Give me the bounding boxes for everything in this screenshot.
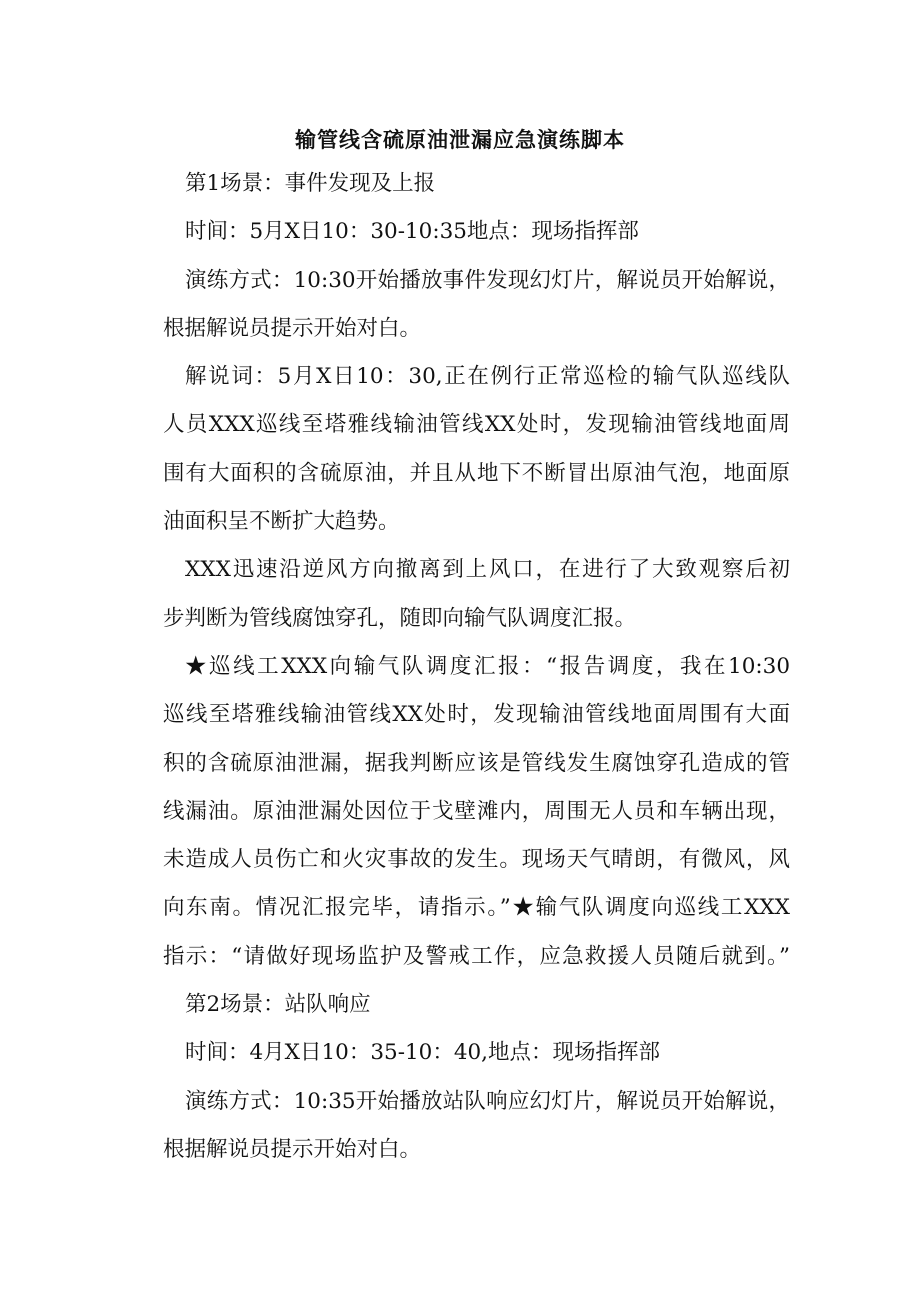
text-line: 根据解说员提示开始对白。 — [163, 1136, 422, 1162]
text-line: ★巡线工XXX向输气队调度汇报：“报告调度，我在10:30 — [185, 653, 790, 679]
document-title: 输管线含硫原油泄漏应急演练脚本 — [295, 128, 625, 152]
text-line: 演练方式：10:35开始播放站队响应幻灯片，解说员开始解说， — [185, 1088, 790, 1114]
text-line: 围有大面积的含硫原油，并且从地下不断冒出原油气泡，地面原 — [163, 460, 790, 486]
text-line: 演练方式：10:30开始播放事件发现幻灯片，解说员开始解说， — [185, 267, 790, 293]
text-line: XXX迅速沿逆风方向撤离到上风口，在进行了大致观察后初 — [185, 557, 790, 583]
text-line: 根据解说员提示开始对白。 — [163, 315, 422, 341]
text-line: 线漏油。原油泄漏处因位于戈壁滩内，周围无人员和车辆出现， — [163, 798, 790, 824]
text-line: 油面积呈不断扩大趋势。 — [163, 509, 400, 535]
text-line: 解说词：5月X日10：30,正在例行正常巡检的输气队巡线队 — [185, 364, 790, 390]
text-line: 时间：4月X日10：35-10：40,地点：现场指挥部 — [185, 1040, 661, 1066]
text-line: 指示：“请做好现场监护及警戒工作，应急救援人员随后就到。” — [163, 943, 790, 969]
text-line: 积的含硫原油泄漏，据我判断应该是管线发生腐蚀穿孔造成的管 — [163, 750, 790, 776]
text-line: 步判断为管线腐蚀穿孔，随即向输气队调度汇报。 — [163, 605, 637, 631]
text-line: 第1场景：事件发现及上报 — [185, 171, 436, 196]
text-line: 第2场景：站队响应 — [185, 992, 371, 1018]
text-line: 人员XXX巡线至塔雅线输油管线XX处时，发现输油管线地面周 — [163, 412, 790, 438]
text-line: 向东南。情况汇报完毕，请指示。”★输气队调度向巡线工XXX — [163, 895, 790, 921]
text-line: 时间：5月X日10：30-10:35地点：现场指挥部 — [185, 219, 639, 245]
document-body — [163, 160, 790, 1174]
text-line: 未造成人员伤亡和火灾事故的发生。现场天气晴朗，有微风，风 — [163, 847, 790, 873]
text-line: 巡线至塔雅线输油管线XX处时，发现输油管线地面周围有大面 — [163, 702, 790, 728]
